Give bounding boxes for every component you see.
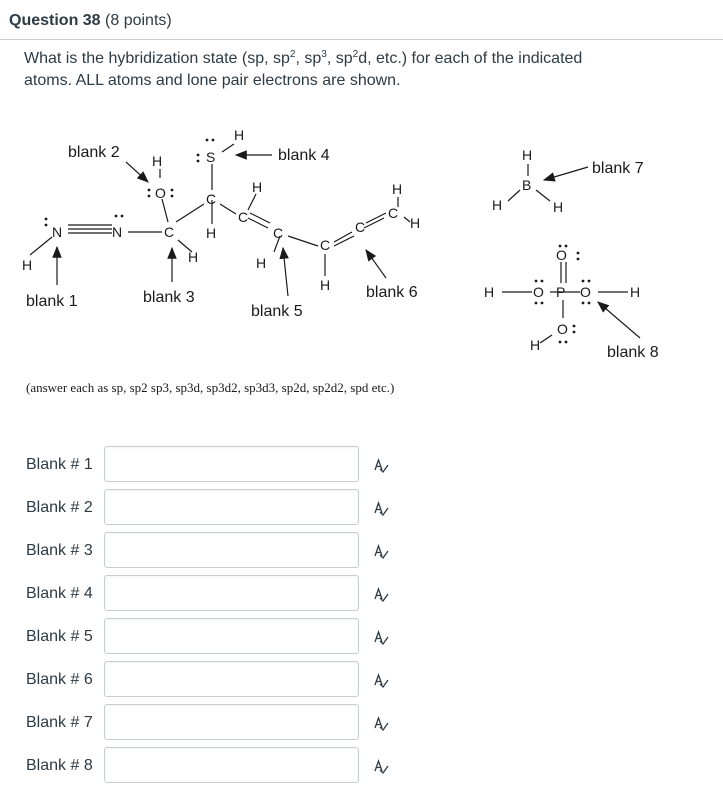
atom-h: H [22,257,33,273]
atom-b: B [522,177,532,193]
prompt-sup-1: 2 [289,49,296,60]
atom-s: S [206,149,216,165]
molecule-figure [0,110,723,410]
label-blank-8: blank 8 [607,344,659,361]
blank-row [0,618,723,658]
atom-h: H [553,199,564,215]
atom-h: H [410,215,421,231]
atom-h: H [188,249,199,265]
prompt-sup-3: 2 [352,49,359,60]
blank-input-5[interactable] [104,618,359,654]
label-blank-3: blank 3 [143,289,195,306]
atom-h: H [234,127,245,143]
prompt-sup-2: 3 [321,49,327,60]
blank-label: Blank # 4 [26,585,93,602]
blank-row [0,661,723,701]
blank-row [0,446,723,486]
prompt-text-1: What is the hybridization state (sp, sp [24,50,290,67]
atom-n: N [52,224,63,240]
spellcheck-icon[interactable] [372,757,390,775]
blank-label: Blank # 3 [26,542,93,559]
prompt-text-5: atoms. ALL atoms and lone pair electrons are shown. [24,72,401,89]
atom-n: N [112,224,123,240]
label-blank-7: blank 7 [592,160,644,177]
prompt-text-3: , sp [326,50,353,67]
blank-row [0,747,723,787]
atom-h: H [392,181,403,197]
blank-input-1[interactable] [104,446,359,482]
blank-label: Blank # 5 [26,628,93,645]
atom-h: H [320,277,331,293]
atom-c: C [273,225,284,241]
atom-h: H [630,284,641,300]
blank-label: Blank # 7 [26,714,93,731]
question-prompt [24,48,664,92]
blank-row [0,489,723,529]
blank-input-7[interactable] [104,704,359,740]
atom-h: H [256,255,267,271]
blank-input-6[interactable] [104,661,359,697]
spellcheck-icon[interactable] [372,542,390,560]
prompt-text-2: , sp [295,50,322,67]
blank-input-8[interactable] [104,747,359,783]
blank-label: Blank # 2 [26,499,93,516]
spellcheck-icon[interactable] [372,456,390,474]
prompt-text-4: d, etc.) for each of the indicated [358,50,583,67]
label-blank-4: blank 4 [278,147,330,164]
atom-p: P [556,284,566,300]
molecule-diagram [0,110,723,410]
spellcheck-icon[interactable] [372,499,390,517]
blank-row [0,575,723,615]
spellcheck-icon[interactable] [372,585,390,603]
blank-input-3[interactable] [104,532,359,568]
blank-input-2[interactable] [104,489,359,525]
question-title [9,12,172,30]
atom-h: H [492,197,503,213]
atom-c: C [320,237,331,253]
spellcheck-icon[interactable] [372,628,390,646]
atom-o: O [533,284,544,300]
atom-o: O [580,284,591,300]
question-header [0,0,723,40]
atom-c: C [355,219,366,235]
atom-h: H [522,147,533,163]
blank-input-4[interactable] [104,575,359,611]
atom-c: C [206,191,217,207]
spellcheck-icon[interactable] [372,714,390,732]
spellcheck-icon[interactable] [372,671,390,689]
atom-h: H [252,179,263,195]
question-points: (8 points) [105,12,172,29]
answer-instructions: (answer each as sp, sp2 sp3, sp3d, sp3d2, sp3d3, sp2d, sp2d2, spd etc.) [26,380,395,395]
atom-o: O [557,321,568,337]
atom-c: C [164,224,175,240]
label-blank-6: blank 6 [366,284,418,301]
label-blank-2: blank 2 [68,144,120,161]
blank-label: Blank # 8 [26,757,93,774]
question-number: Question 38 [9,12,101,29]
atom-h: H [530,337,541,353]
atom-c: C [238,209,249,225]
blank-label: Blank # 6 [26,671,93,688]
blank-row [0,532,723,572]
label-blank-1: blank 1 [26,293,78,310]
label-blank-5: blank 5 [251,303,303,320]
atom-h: H [484,284,495,300]
blank-row [0,704,723,744]
atom-c: C [388,205,399,221]
atom-o: O [556,247,567,263]
atom-h: H [206,225,217,241]
blank-label: Blank # 1 [26,456,93,473]
atom-h: H [152,153,163,169]
atom-o: O [155,185,166,201]
